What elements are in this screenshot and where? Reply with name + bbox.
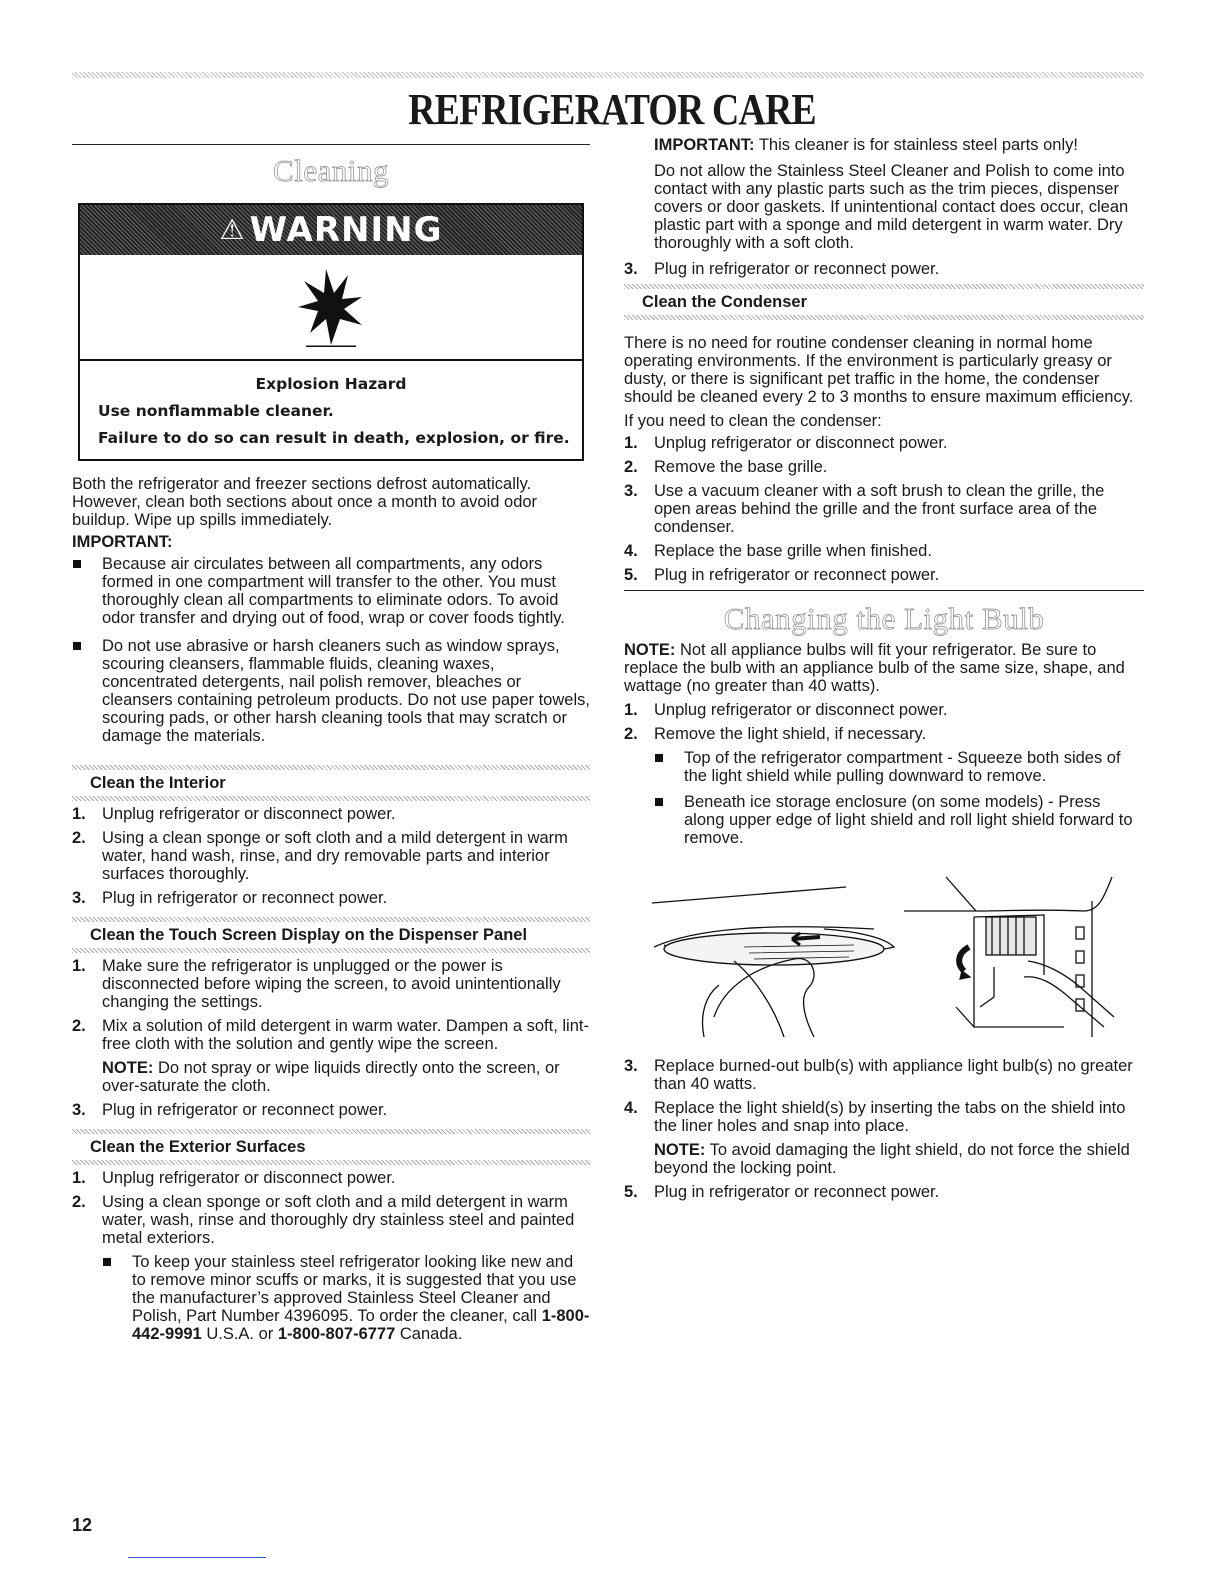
list-item: 1. Unplug refrigerator or disconnect power. <box>624 701 948 719</box>
stainless-caution: Do not allow the Stainless Steel Cleaner and Polish to come into contact with any plastic parts such as the trim pieces, dispenser covers or door gaskets. If unintentional contact does occur, clean plastic part with a sponge and mild detergent in warm water. Dry thoroughly with a soft cloth. <box>654 162 1129 252</box>
subhead-pattern-bar <box>72 1160 590 1165</box>
exterior-step-3 <box>624 260 1144 278</box>
phone-us: 1-800-442-9991 <box>132 1307 590 1343</box>
section-rule <box>72 144 590 145</box>
list-item: 2. Using a clean sponge or soft cloth and a mild detergent in warm water, wash, rinse and thoroughly dry stainless steel and painted metal exteriors. To keep your stainless steel refrigerator looking like new and to remove minor scuffs or marks, it is suggested that you use the manufacturer’s approved Stainless Steel Cleaner and Polish, Part Number 4396095. To order the cleaner, call 1-800-442-9991 U.S.A. or 1-800-807-6777 Canada. <box>72 1193 590 1343</box>
subhead-touch-screen: Clean the Touch Screen Display on the Dispenser Panel <box>90 926 528 944</box>
list-item: 2. Remove the light shield, if necessary. Top of the refrigerator compartment - Squeeze both sides of the light shield while pulling downward to remove. Beneath ice storage enclosure (on some models) - Press along upper edge of light shield and roll light shield forward to remove. <box>624 725 1144 847</box>
page-title: REFRIGERATOR CARE <box>408 85 816 134</box>
warning-icon-area <box>80 255 582 361</box>
list-item: 3. Replace burned-out bulb(s) with appliance light bulb(s) no greater than 40 watts. <box>624 1057 1133 1093</box>
left-column <box>72 136 590 1351</box>
section-title-light-bulb: Changing the Light Bulb <box>723 601 1045 636</box>
list-item: 3. Plug in refrigerator or reconnect power. <box>624 260 940 278</box>
explosion-icon <box>296 267 366 347</box>
condenser-lead: If you need to clean the condenser: <box>624 412 882 430</box>
list-item: 3. Plug in refrigerator or reconnect power. <box>72 1101 388 1119</box>
subhead-pattern-bar <box>72 948 590 953</box>
interior-subsection <box>72 765 590 801</box>
list-item: 4. Replace the base grille when finished. <box>624 542 932 560</box>
subhead-pattern-bar <box>624 315 1144 320</box>
subhead-exterior: Clean the Exterior Surfaces <box>90 1138 306 1156</box>
right-column <box>624 136 1144 1207</box>
important-label: IMPORTANT: <box>72 533 173 551</box>
section-title-cleaning: Cleaning <box>273 153 389 188</box>
important-bullets <box>72 555 590 745</box>
light-bulb-note: NOTE: Not all appliance bulbs will fit your refrigerator. Be sure to replace the bulb with an appliance bulb of the same size, shape, and wattage (no greater than 40 watts). <box>624 641 1125 695</box>
warning-line-2: Failure to do so can result in death, explosion, or fire. <box>98 429 570 447</box>
list-item: 3. Use a vacuum cleaner with a soft brush to clean the grille, the open areas behind the grille and the front surface area of the condenser. <box>624 482 1105 536</box>
light-shield-sub-bullets <box>654 749 1144 847</box>
warning-hazard: Explosion Hazard <box>255 375 407 393</box>
cleaning-intro: Both the refrigerator and freezer sections defrost automatically. However, clean both sections about once a month to avoid odor buildup. Wipe up spills immediately. <box>72 475 538 529</box>
page-number: 12 <box>72 1515 93 1535</box>
subhead-condenser: Clean the Condenser <box>642 293 808 311</box>
light-bulb-steps-a <box>624 701 1144 847</box>
warning-line-1: Use nonflammable cleaner. <box>98 402 334 420</box>
list-item: 3. Plug in refrigerator or reconnect power. <box>72 889 388 907</box>
condenser-intro: There is no need for routine condenser cleaning in normal home operating environments. If the environment is particularly greasy or dusty, or there is significant pet traffic in the home, the condenser should be cleaned every 2 to 3 months to ensure maximum efficiency. <box>624 334 1134 406</box>
warning-box <box>78 203 584 461</box>
light-shield-illustration <box>624 867 1134 1047</box>
list-item: Top of the refrigerator compartment - Squeeze both sides of the light shield while pulling downward to remove. <box>654 749 1144 785</box>
light-bulb-steps-b <box>624 1057 1144 1201</box>
list-item: Because air circulates between all compartments, any odors formed in one compartment will transfer to the other. You must thoroughly clean all compartments to eliminate odors. To avoid odor transfer and drying out of food, wrap or cover foods tightly. <box>72 555 590 627</box>
list-item: 1. Make sure the refrigerator is unplugged or the power is disconnected before wiping the screen, to avoid unintentionally changing the settings. <box>72 957 561 1011</box>
warning-header <box>80 205 582 255</box>
list-item: 1. Unplug refrigerator or disconnect power. <box>72 1169 396 1187</box>
stainless-important: IMPORTANT: This cleaner is for stainless steel parts only! Do not allow the Stainless Steel Cleaner and Polish to come into contact with any plastic parts such as the trim pieces, dispenser covers or door gaskets. If unintentional contact does occur, clean plastic part with a sponge and mild detergent in warm water. Dry thoroughly with a soft cloth. <box>624 136 1144 252</box>
condenser-steps <box>624 434 1144 584</box>
top-pattern-bar <box>72 72 1144 78</box>
list-item: To keep your stainless steel refrigerator looking like new and to remove minor scuffs or marks, it is suggested that you use the manufacturer’s approved Stainless Steel Cleaner and Polish, Part Number 4396095. To order the cleaner, call 1-800-442-9991 U.S.A. or 1-800-807-6777 Canada. <box>102 1253 590 1343</box>
light-shield-top-illustration <box>652 887 894 1037</box>
warning-text <box>80 361 582 459</box>
section-rule <box>624 590 1144 591</box>
exterior-sub-bullets <box>102 1253 590 1343</box>
list-item: 2. Using a clean sponge or soft cloth and a mild detergent in warm water, hand wash, rinse, and dry removable parts and interior surfaces thoroughly. <box>72 829 568 883</box>
touch-screen-note: NOTE: Do not spray or wipe liquids directly onto the screen, or over-saturate the cloth. <box>102 1059 560 1095</box>
warning-triangle-icon: ⚠ <box>219 213 246 246</box>
list-item: Beneath ice storage enclosure (on some models) - Press along upper edge of light shield and roll light shield forward to remove. <box>654 793 1144 847</box>
list-item: 4. Replace the light shield(s) by inserting the tabs on the shield into the liner holes and snap into place. NOTE: To avoid damaging the light shield, do not force the shield beyond the locking point. <box>624 1099 1144 1177</box>
list-item: 5. Plug in refrigerator or reconnect power. <box>624 566 940 584</box>
touch-screen-subsection <box>72 917 590 953</box>
list-item: Do not use abrasive or harsh cleaners such as window sprays, scouring cleansers, flammable fluids, cleaning waxes, concentrated detergents, nail polish remover, bleaches or cleansers containing petroleum products. Do not use paper towels, scouring pads, or other harsh cleaning tools that may scratch or damage the materials. <box>72 637 590 745</box>
phone-canada: 1-800-807-6777 <box>277 1325 396 1343</box>
exterior-steps <box>72 1169 590 1343</box>
list-item: 1. Unplug refrigerator or disconnect power. <box>72 805 396 823</box>
list-item: 5. Plug in refrigerator or reconnect power. <box>624 1183 940 1201</box>
important-label-2: IMPORTANT: <box>654 136 755 154</box>
list-item: 2. Remove the base grille. <box>624 458 828 476</box>
exterior-subsection <box>72 1129 590 1165</box>
list-item: 1. Unplug refrigerator or disconnect power. <box>624 434 948 452</box>
light-shield-ice-storage-illustration <box>904 877 1114 1037</box>
list-item: 2. Mix a solution of mild detergent in warm water. Dampen a soft, lint-free cloth with the solution and gently wipe the screen. NOTE: Do not spray or wipe liquids directly onto the screen, or over-saturate the cloth. <box>72 1017 589 1095</box>
subhead-pattern-bar <box>72 796 590 801</box>
interior-steps <box>72 805 590 907</box>
light-shield-note: NOTE: To avoid damaging the light shield, do not force the shield beyond the locking point. <box>654 1141 1130 1177</box>
condenser-subsection <box>624 284 1144 320</box>
touch-screen-steps <box>72 957 590 1119</box>
bottom-link-line <box>128 1557 266 1558</box>
warning-label: WARNING <box>249 210 443 250</box>
subhead-interior: Clean the Interior <box>90 774 226 792</box>
